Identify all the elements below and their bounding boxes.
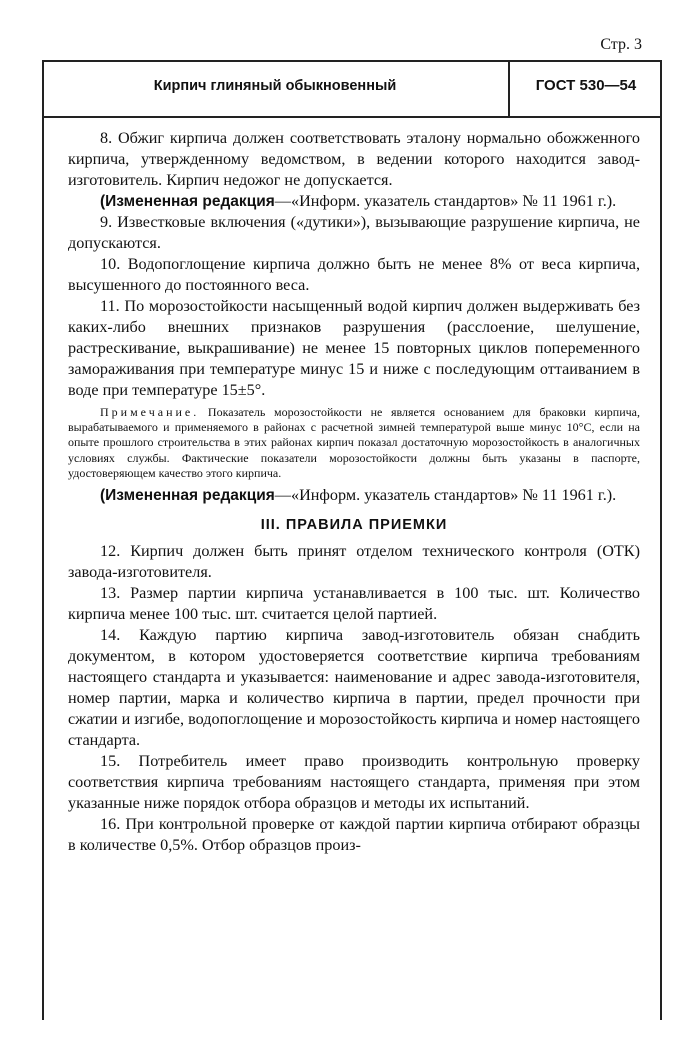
note-text: Показатель морозостойкости не является основанием для браковки кирпича, вырабатываемого и применяемого в районах с расчетной зимней температурой выше минус 10°С, если на опыте прошлого строительства в этих районах кирпич показал достаточную морозостойкость в аналогичных условиях службы. Фактические показатели морозостойкости должны быть указаны в паспорте, удостоверяющем качество этого кирпича. [68, 405, 641, 480]
section-title: III. ПРАВИЛА ПРИЕМКИ [260, 517, 448, 534]
paragraph-10: 10. Водопоглощение кирпича должно быть не менее 8% от веса кирпича, высушенного до постоянного веса. [68, 255, 640, 294]
edition-source: —«Информ. указатель стандартов» № 11 1961 г.). [274, 486, 617, 505]
paragraph-13: 13. Размер партии кирпича устанавливается в 100 тыс. шт. Количество кирпича менее 100 тыс. шт. считается целой партией. [68, 584, 640, 624]
page-header [42, 60, 662, 118]
paragraph-16: 16. При контрольной проверке от каждой партии кирпича отбирают образцы в количестве 0,5%. Отбор образцов произ- [68, 815, 640, 855]
paragraph-11: 11. По морозостойкости насыщенный водой кирпич должен выдерживать без каких-либо внешних признаков разрушения (расслоение, шелушение, растрескивание, выкрашивание) не менее 15 повторных циклов попеременного замораживания при температуре минус 15 и ниже с последующим оттаиванием в воде при температуре 15±5°. [68, 297, 640, 399]
paragraph-8: 8. Обжиг кирпича должен соответствовать эталону нормально обожженного кирпича, утвержденному ведомством, в ведении которого находится завод-изготовитель. Кирпич недожог не допускается. [68, 129, 640, 189]
note-label: Примечание. [100, 405, 200, 419]
paragraph-15: 15. Потребитель имеет право производить контрольную проверку соответствия кирпича требованиям настоящего стандарта, применяя при этом указанные ниже порядок отбора образцов и методы их испытаний. [68, 752, 640, 813]
paragraph-9: 9. Известковые включения («дутики»), вызывающие разрушение кирпича, не допускаются. [68, 213, 640, 252]
edition-note-2 [68, 485, 640, 506]
paragraph-12: 12. Кирпич должен быть принят отделом технического контроля (ОТК) завода-изготовителя. [68, 542, 640, 582]
edition-label: (Измененная редакция [100, 193, 275, 210]
page-number: Стр. 3 [600, 36, 642, 53]
edition-label: (Измененная редакция [100, 487, 275, 505]
edition-note-1 [68, 191, 640, 212]
document-body [68, 128, 640, 856]
header-standard: ГОСТ 530—54 [535, 77, 637, 94]
note [68, 405, 640, 481]
edition-source: —«Информ. указатель стандартов» № 11 1961 г.). [274, 192, 617, 210]
header-title: Кирпич глиняный обыкновенный [153, 78, 397, 94]
paragraph-14: 14. Каждую партию кирпича завод-изготовитель обязан снабдить документом, в котором удостоверяется соответствие кирпича требованиям настоящего стандарта и указывается: наименование и адрес завода-изготовителя, номер партии, марка и количество кирпича в партии, предел прочности при сжатии и изгибе, водопоглощение и морозостойкость кирпича и номер настоящего стандарта. [68, 626, 640, 750]
